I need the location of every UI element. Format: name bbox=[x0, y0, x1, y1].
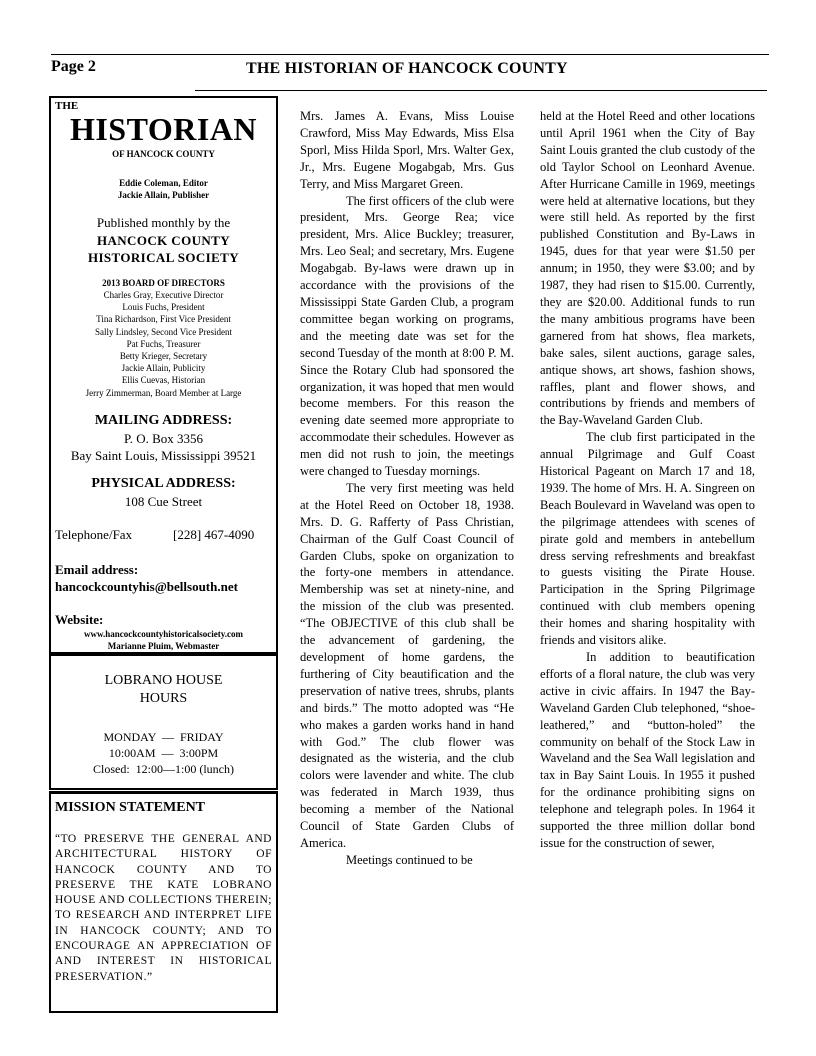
physical-heading: PHYSICAL ADDRESS: bbox=[91, 476, 236, 491]
mailing-heading: MAILING ADDRESS: bbox=[94, 413, 233, 428]
email-heading: Email address: bbox=[55, 562, 139, 577]
society-name-1: HANCOCK COUNTY bbox=[96, 233, 231, 248]
mailing-line-2: Bay Saint Louis, Mississippi 39521 bbox=[70, 448, 257, 463]
board-member: Sally Lindsley, Second Vice President bbox=[95, 326, 232, 337]
running-title: THE HISTORIAN OF HANCOCK COUNTY bbox=[246, 60, 568, 77]
article-paragraph: Mrs. James A. Evans, Miss Louise Crawford, Miss May Edwards, Miss Elsa Sporl, Miss Hilda Sporl, Mrs. Walter Gex, Jr., Mrs. Eugene Mogabgab, Mrs. Gus Terry, and Miss Margaret Green. bbox=[300, 109, 514, 191]
website-url[interactable]: www.hancockcountyhistoricalsociety.com bbox=[84, 629, 243, 639]
email-address[interactable]: hancockcountyhis@bellsouth.net bbox=[55, 579, 238, 594]
article-paragraph: held at the Hotel Reed and other locations until April 1961 when the City of Bay Saint Louis granted the club custody of the old Taylor School on Leonhard Avenue. After Hurricane Camille in 1969, meetings were held at alternative locations, but they were still held. As reported by the first published Constitution and By-Laws in 1945, dues for that year were $1.50 per annum; in 1950, they were $3.00; and by 1987, they had risen to $15.00. Currently, they are $20.00. Additional funds to run the many ambitious programs have been garnered from hat shows, flea markets, bake sales, silent auctions, garage sales, antique shows, art shows, fashion shows, raffles, plant and flower shows, and contributions by friends and members of the Bay-Waveland Garden Club. bbox=[540, 109, 755, 428]
hours-days: MONDAY — FRIDAY bbox=[103, 730, 224, 744]
article-paragraph: Meetings continued to be bbox=[346, 852, 473, 867]
article-paragraph: The very first meeting was held at the Hotel Reed on October 18, 1938. Mrs. D. G. Rafferty of Pass Christian, Chairman of the Gulf Coast Council of Garden Clubs, spoke on organization to the forty-one members in attendance. Membership was set at ninety-nine, and the mission of the club was presented. “The OBJECTIVE of this club shall be the advancement of gardening, the development of home gardens, the furthering of City beautification and the preservation of native trees, shrubs, plants and birds.” The motto adopted was “He who makes a garden works hand in hand with God.” The club flower was designated as the wisteria, and the club colors were lavender and white. The club was federated in March 1939, thus becoming a member of the National Council of State Garden Clubs of America. bbox=[300, 480, 514, 850]
hours-box bbox=[49, 654, 278, 790]
article-column-2 bbox=[540, 108, 755, 852]
article-paragraph: In addition to beautification efforts of a floral nature, the club was very active in civic affairs. In 1947 the Bay-Waveland Garden Club telephoned, “shoe-leathered,” and “button-holed” the community on behalf of the Stock Law in Waveland and the Sea Wall legislation and tax in Bay Saint Louis. In 1955 it pushed for the ordinance prohibiting signs on telephone and telegraph poles. In 1964 it supported the three million dollar bond issue for the construction of sewer, bbox=[540, 650, 755, 850]
hours-title-1: LOBRANO HOUSE bbox=[104, 673, 223, 688]
mailing-line-1: P. O. Box 3356 bbox=[123, 431, 204, 446]
publisher-line: Jackie Allain, Publisher bbox=[117, 190, 210, 200]
article-paragraph: The first officers of the club were president, Mrs. George Rea; vice president, Mrs. Alice Buckley; treasurer, Mrs. Leo Seal; and secretary, Mrs. Eugene Mogabgab. By-laws were drawn up in accordance with the provisions of the Mississippi State Garden Club, a program committee began working on programs, and the meeting date was set for the second Tuesday of the month at 8:00 P. M. Since the Rotary Club had sponsored the organization, it was hoped that men would become members. For this reason the evening date seemed more appropriate to accommodate their schedules. However as men did not rush to join, the meetings were changed to Tuesday mornings. bbox=[300, 193, 514, 479]
article-column-1 bbox=[300, 108, 514, 869]
page-number: Page 2 bbox=[51, 58, 96, 75]
editor-line: Eddie Coleman, Editor bbox=[119, 178, 208, 188]
board-member: Louis Fuchs, President bbox=[122, 302, 205, 313]
board-member: Pat Fuchs, Treasurer bbox=[126, 338, 201, 349]
board-member: Jackie Allain, Publicity bbox=[121, 363, 206, 374]
board-member: Tina Richardson, First Vice President bbox=[96, 314, 231, 325]
masthead-subtitle: OF HANCOCK COUNTY bbox=[112, 149, 215, 159]
board-member: Betty Krieger, Secretary bbox=[119, 351, 208, 362]
society-name-2: HISTORICAL SOCIETY bbox=[87, 250, 240, 265]
mission-box bbox=[49, 791, 278, 1013]
physical-line-1: 108 Cue Street bbox=[124, 494, 203, 509]
mission-text: “TO PRESERVE THE GENERAL AND ARCHITECTURAL HISTORY OF HANCOCK COUNTY AND TO PRESERVE THE KATE LOBRANO HOUSE AND COLLECTIONS THEREIN; TO RESEARCH AND INTERPRET LIFE IN HANCOCK COUNTY; AND TO ENCOURAGE AN APPRECIATION OF AND INTEREST IN HISTORICAL PRESERVATION.” bbox=[55, 833, 272, 983]
published-by: Published monthly by the bbox=[96, 215, 231, 230]
masthead-box bbox=[49, 96, 278, 654]
board-member: Charles Gray, Executive Director bbox=[103, 290, 224, 300]
phone-number: [228] 467-4090 bbox=[173, 527, 255, 542]
phone-label: Telephone/Fax bbox=[55, 527, 133, 542]
article-paragraph: The club first participated in the annual Pilgrimage and Gulf Coast Historical Pageant on March 17 and 18, 1939. The home of Mrs. H. A. Singreen on Beach Boulevard in Waveland was open to the pilgrimage attendees with scenes of pirate gold and members in antebellum dress serving refreshments and breakfast to guests visiting the Pirate House. Participation in the Spring Pilgrimage continued with club members opening their homes and sharing hospitality with friends and visitors alike. bbox=[540, 430, 755, 648]
masthead-title: HISTORIAN bbox=[69, 111, 258, 147]
website-heading: Website: bbox=[55, 612, 104, 627]
board-list bbox=[51, 289, 276, 399]
webmaster: Marianne Pluim, Webmaster bbox=[107, 641, 220, 651]
header-rule bbox=[195, 90, 767, 91]
board-member: Jerry Zimmerman, Board Member at Large bbox=[85, 387, 242, 398]
top-rule bbox=[51, 54, 769, 55]
masthead-the: THE bbox=[55, 100, 79, 112]
hours-times: 10:00AM — 3:00PM bbox=[108, 746, 219, 760]
hours-title-2: HOURS bbox=[139, 691, 188, 706]
hours-closed: Closed: 12:00—1:00 (lunch) bbox=[93, 762, 234, 776]
board-member: Ellis Cuevas, Historian bbox=[121, 375, 206, 386]
mission-title: MISSION STATEMENT bbox=[55, 800, 206, 815]
board-heading: 2013 BOARD OF DIRECTORS bbox=[102, 278, 225, 288]
